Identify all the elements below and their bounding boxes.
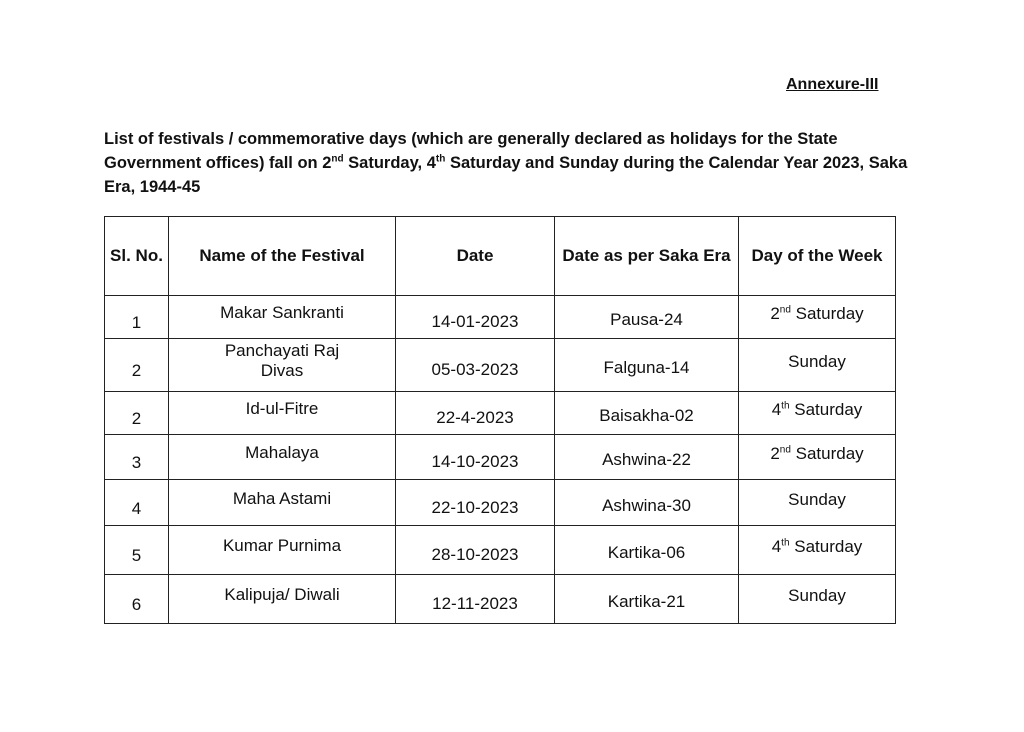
day-text: Sunday <box>788 586 846 605</box>
day-sup: nd <box>779 444 791 456</box>
header-saka: Date as per Saka Era <box>555 217 739 296</box>
table-row <box>105 296 896 339</box>
day-text: Sunday <box>788 352 846 371</box>
day-num: 2 <box>770 304 780 323</box>
cell-saka <box>555 435 739 480</box>
cell-day <box>739 392 896 435</box>
date-value: 14-01-2023 <box>431 312 519 331</box>
name-value: Kalipuja/ Diwali <box>224 585 340 604</box>
day-num: 4 <box>771 537 782 556</box>
annexure-label: Annexure-III <box>786 76 879 93</box>
name-value: Kumar Purnima <box>222 536 342 555</box>
cell-sl <box>105 480 169 526</box>
cell-name <box>169 339 396 392</box>
sl-value: 2 <box>131 361 142 380</box>
cell-day <box>739 575 896 624</box>
cell-saka <box>555 480 739 526</box>
title-text: Saturday, 4 <box>343 154 436 172</box>
cell-sl <box>105 392 169 435</box>
table-row <box>105 526 896 575</box>
cell-day <box>739 435 896 480</box>
cell-saka <box>555 296 739 339</box>
cell-date <box>396 339 555 392</box>
title-sup: th <box>435 153 446 165</box>
header-date: Date <box>396 217 555 296</box>
cell-saka <box>555 392 739 435</box>
header-sl: Sl. No. <box>105 217 169 296</box>
sl-value: 5 <box>131 546 142 565</box>
cell-name <box>169 435 396 480</box>
title-text: Saturday and Sunday during the Calendar Year 2023, Saka Era, 1944-45 <box>104 154 908 196</box>
header-name: Name of the Festival <box>169 217 396 296</box>
day-num: 4 <box>771 400 782 419</box>
name-value: Panchayati Raj Divas <box>224 341 340 380</box>
sl-value: 3 <box>131 453 142 472</box>
cell-date <box>396 480 555 526</box>
name-value: Maha Astami <box>232 488 332 508</box>
cell-sl <box>105 435 169 480</box>
sl-value: 4 <box>131 498 142 518</box>
cell-sl <box>105 339 169 392</box>
day-num: 2 <box>770 444 780 463</box>
cell-day <box>739 296 896 339</box>
cell-name <box>169 392 396 435</box>
saka-value: Pausa-24 <box>610 310 683 329</box>
day-sup: nd <box>779 304 791 316</box>
cell-name <box>169 575 396 624</box>
cell-name <box>169 296 396 339</box>
sl-value: 1 <box>131 313 142 332</box>
cell-saka <box>555 575 739 624</box>
cell-sl <box>105 526 169 575</box>
day-sup: th <box>781 537 790 549</box>
table-row <box>105 480 896 526</box>
day-text: Saturday <box>790 304 864 323</box>
cell-date <box>396 296 555 339</box>
cell-sl <box>105 575 169 624</box>
cell-sl <box>105 296 169 339</box>
table-row <box>105 575 896 624</box>
sl-value: 6 <box>131 595 142 614</box>
cell-name <box>169 526 396 575</box>
festival-table <box>104 216 896 624</box>
cell-day <box>739 526 896 575</box>
cell-saka <box>555 339 739 392</box>
cell-date <box>396 526 555 575</box>
day-text: Sunday <box>788 489 846 509</box>
saka-value: Kartika-06 <box>607 543 686 562</box>
cell-date <box>396 575 555 624</box>
table-row <box>105 435 896 480</box>
date-value: 22-10-2023 <box>431 497 519 517</box>
saka-value: Baisakha-02 <box>599 406 694 425</box>
title-text: List of festivals / commemorative days (which are generally declared as holidays for the State Government offices) fall on 2 <box>104 130 838 172</box>
saka-value: Falguna-14 <box>603 358 690 377</box>
cell-date <box>396 435 555 480</box>
date-value: 14-10-2023 <box>431 452 519 471</box>
day-text: Saturday <box>790 444 864 463</box>
date-value: 05-03-2023 <box>431 360 519 379</box>
day-text: Saturday <box>789 400 863 419</box>
table-row <box>105 339 896 392</box>
cell-day <box>739 339 896 392</box>
day-sup: th <box>781 400 790 412</box>
cell-saka <box>555 526 739 575</box>
saka-value: Kartika-21 <box>607 592 686 611</box>
title-sup: nd <box>331 153 344 165</box>
cell-name <box>169 480 396 526</box>
sl-value: 2 <box>131 409 142 428</box>
name-value: Mahalaya <box>245 443 319 462</box>
date-value: 22-4-2023 <box>436 408 514 427</box>
table-row <box>105 392 896 435</box>
document-title <box>104 127 914 199</box>
saka-value: Ashwina-30 <box>602 495 691 515</box>
name-value: Makar Sankranti <box>220 303 344 322</box>
saka-value: Ashwina-22 <box>602 450 691 469</box>
date-value: 28-10-2023 <box>431 545 519 564</box>
header-day: Day of the Week <box>739 217 896 296</box>
table-header-row <box>105 217 896 296</box>
cell-date <box>396 392 555 435</box>
name-value: Id-ul-Fitre <box>245 399 319 418</box>
cell-day <box>739 480 896 526</box>
day-text: Saturday <box>789 537 863 556</box>
date-value: 12-11-2023 <box>432 594 518 613</box>
